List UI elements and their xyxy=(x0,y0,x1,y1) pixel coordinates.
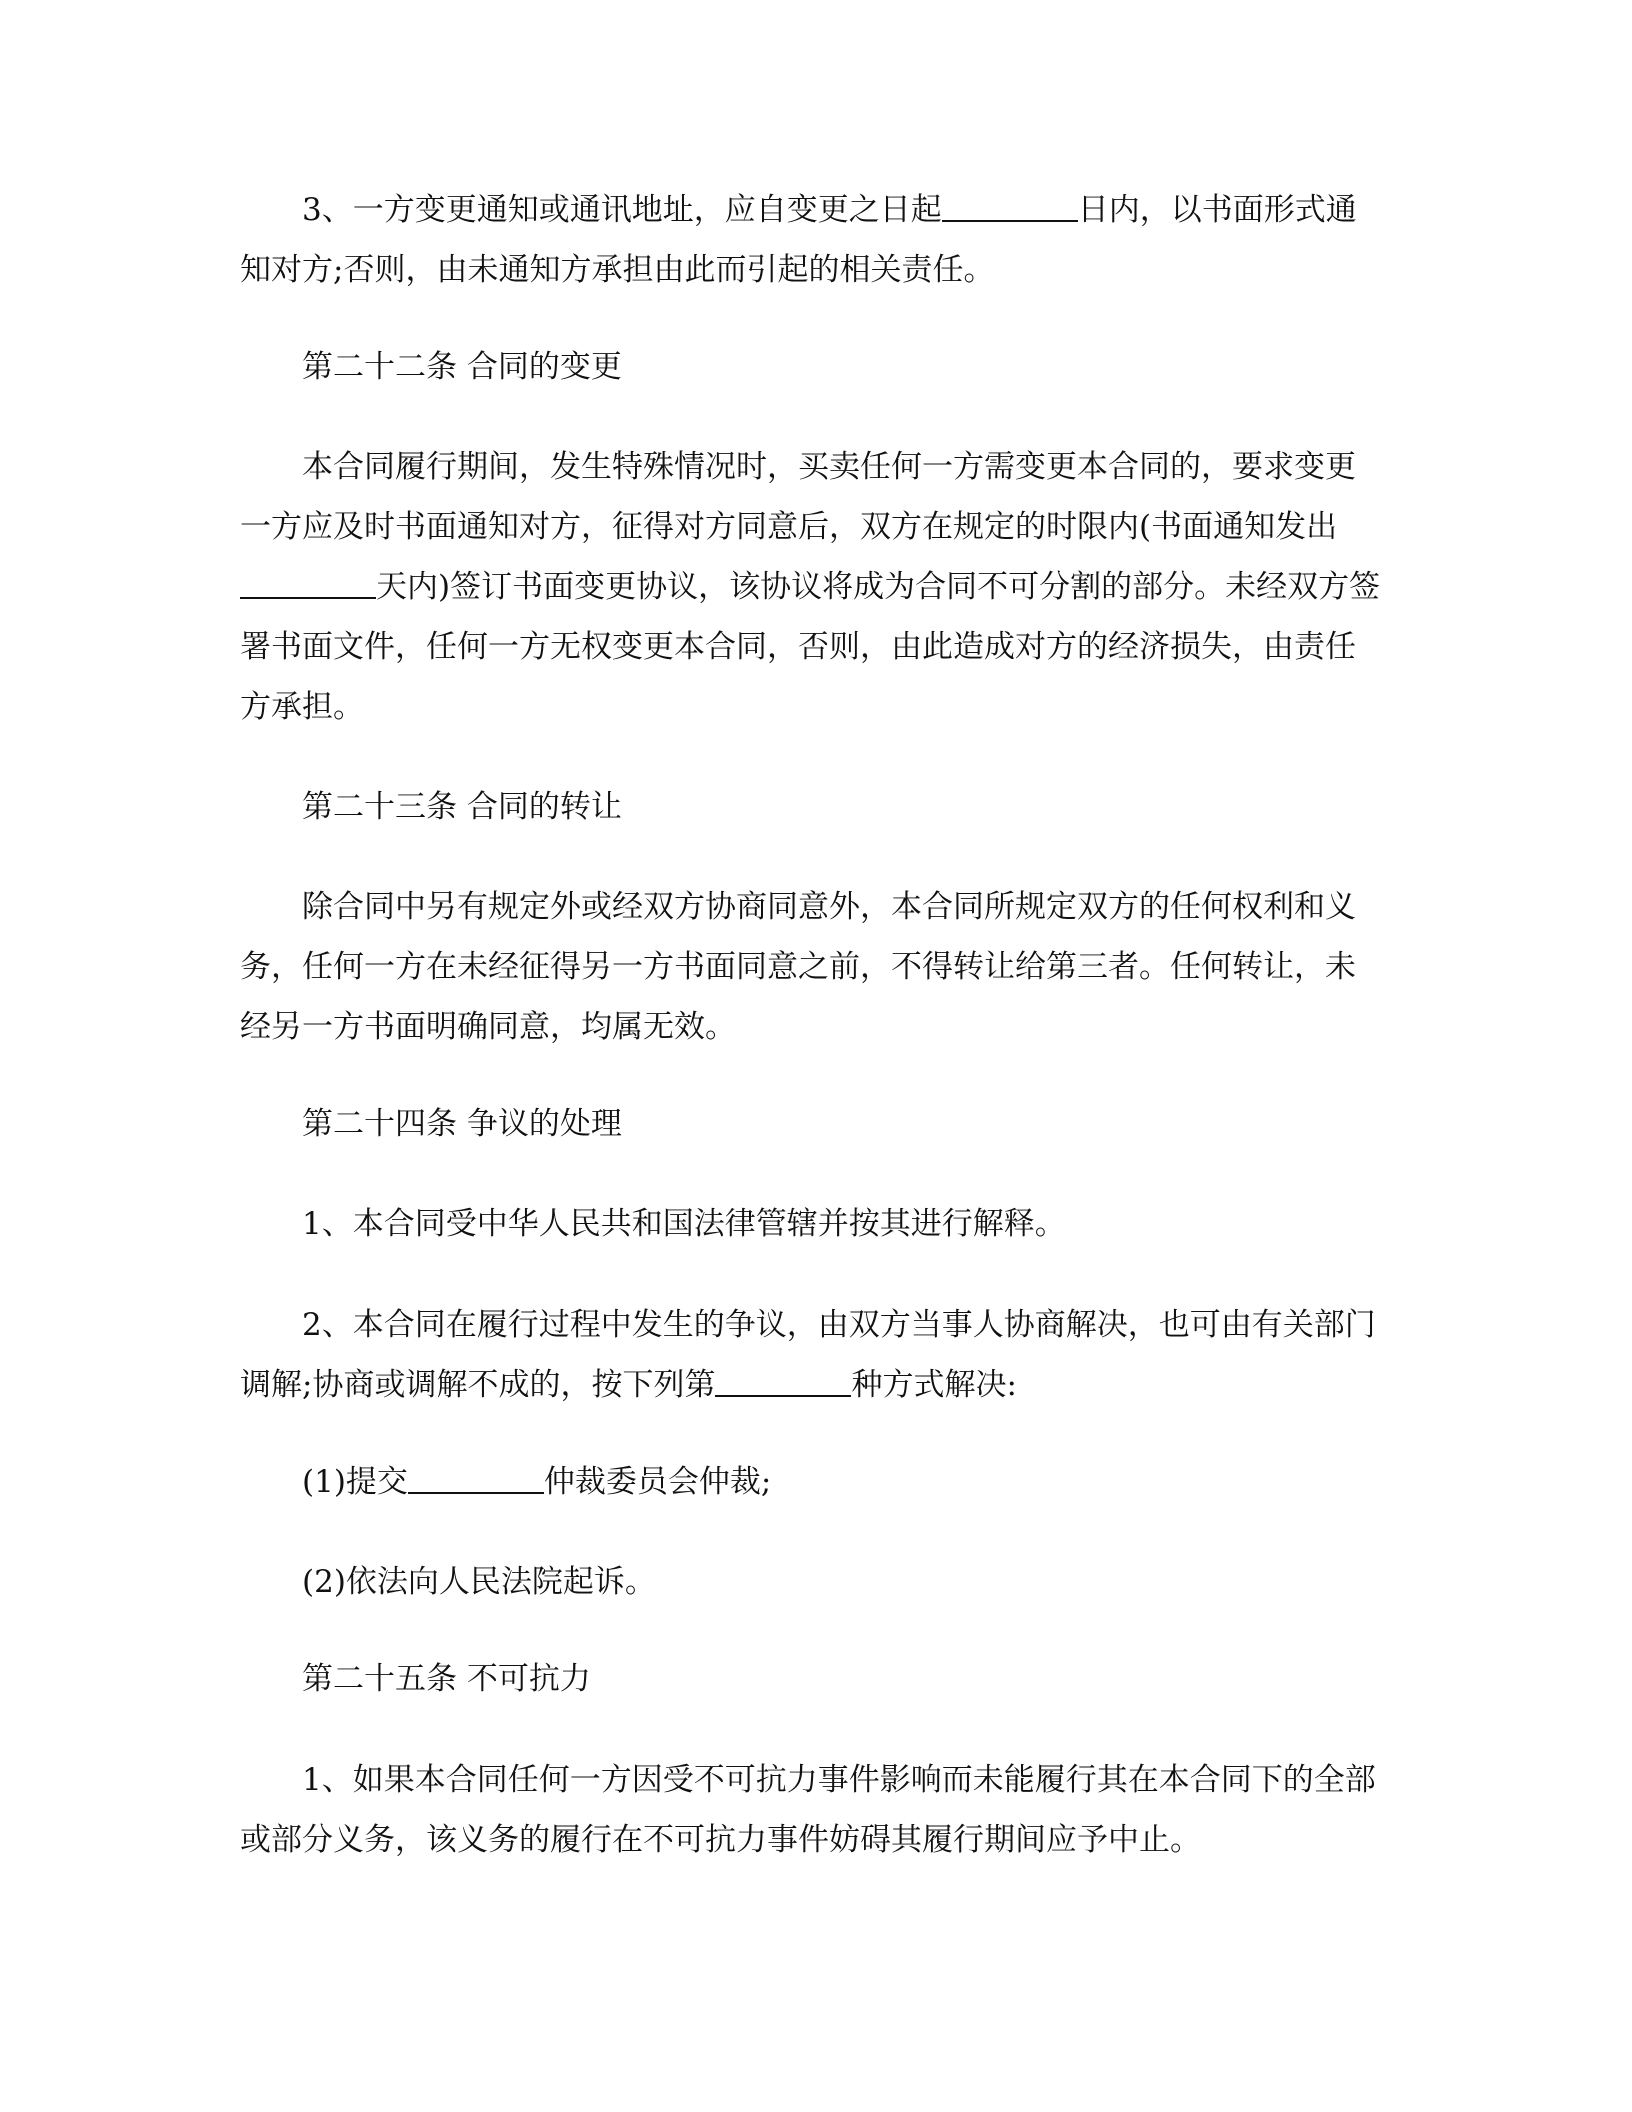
paragraph-text: (1)提交 xyxy=(302,1464,408,1500)
fill-in-blank xyxy=(408,1462,544,1494)
fill-in-blank xyxy=(715,1365,851,1397)
clause-paragraph: (2)依法向人民法院起诉。 xyxy=(302,1564,656,1600)
article-heading: 第二十二条 合同的变更 xyxy=(302,349,622,385)
paragraph-text: 3、一方变更通知或通讯地址，应自变更之日起 xyxy=(302,192,942,228)
clause-paragraph: 1、本合同受中华人民共和国法律管辖并按其进行解释。 xyxy=(302,1206,1066,1242)
clause-paragraph xyxy=(302,1452,771,1512)
clause-paragraph xyxy=(240,180,1382,300)
article-heading: 第二十五条 不可抗力 xyxy=(302,1661,591,1697)
paragraph-text: 仲裁委员会仲裁; xyxy=(543,1464,772,1500)
paragraph-text: 本合同履行期间，发生特殊情况时，买卖任何一方需变更本合同的，要求变更一方应及时书面通知对方，征得对方同意后，双方在规定的时限内(书面通知发出 xyxy=(240,449,1356,545)
fill-in-blank xyxy=(240,567,376,599)
clause-paragraph xyxy=(240,437,1382,737)
article-heading: 第二十四条 争议的处理 xyxy=(302,1106,622,1142)
fill-in-blank xyxy=(942,190,1078,222)
clause-paragraph xyxy=(240,1295,1382,1415)
article-heading: 第二十三条 合同的转让 xyxy=(302,789,622,825)
paragraph-text: 2、本合同在履行过程中发生的争议，由双方当事人协商解决，也可由有关部门调解;协商或调解不成的，按下列第 xyxy=(240,1307,1376,1403)
paragraph-text: 日内，以书面形式通知对方;否则，由未通知方承担由此而引起的相关责任。 xyxy=(240,192,1357,288)
clause-paragraph: 1、如果本合同任何一方因受不可抗力事件影响而未能履行其在本合同下的全部或部分义务，该义务的履行在不可抗力事件妨碍其履行期间应予中止。 xyxy=(240,1762,1376,1858)
paragraph-text: 种方式解决: xyxy=(851,1367,1017,1403)
paragraph-text: 天内)签订书面变更协议，该协议将成为合同不可分割的部分。未经双方签署书面文件，任何一方无权变更本合同，否则，由此造成对方的经济损失，由责任方承担。 xyxy=(240,569,1381,725)
clause-paragraph: 除合同中另有规定外或经双方协商同意外，本合同所规定双方的任何权利和义务，任何一方在未经征得另一方书面同意之前，不得转让给第三者。任何转让，未经另一方书面明确同意，均属无效。 xyxy=(240,889,1356,1045)
